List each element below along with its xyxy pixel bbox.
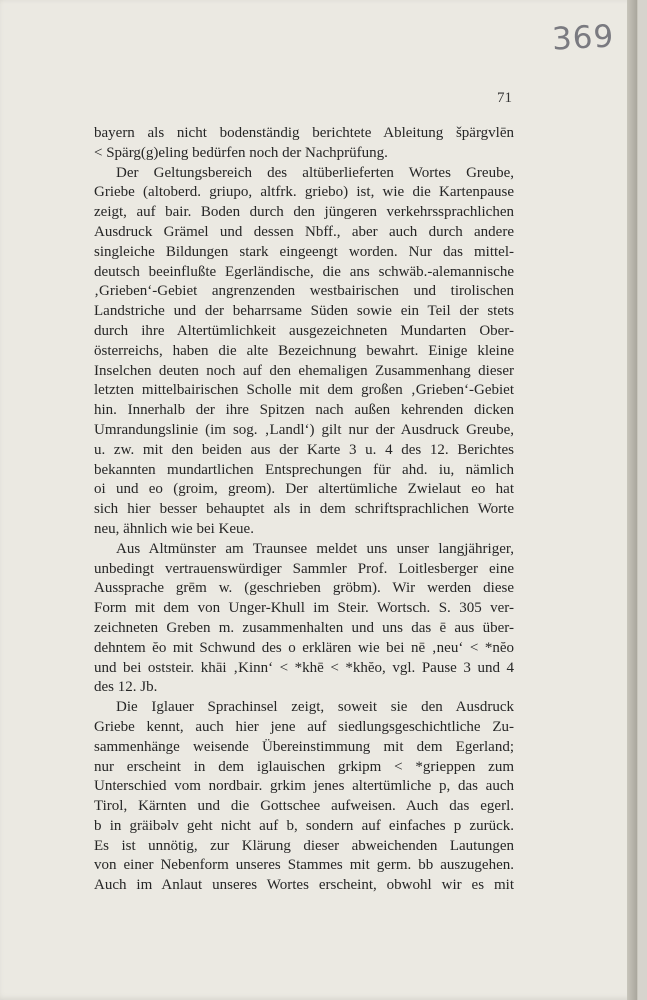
text-line: Aussprache grēm w. (geschrieben gröbm). Wir werden diese: [94, 580, 514, 597]
text-line: neu, ähnlich wie bei Keue.: [94, 520, 254, 537]
text-line: zeichneten Greben m. zusammenhalten und uns das ē aus über-: [94, 619, 514, 636]
text-line: deutsch beeinflußte Egerländische, die ans schwäb.-alemannische: [94, 263, 514, 280]
text-line: Der Geltungsbereich des altüberlieferten Wortes Greube,: [116, 164, 514, 181]
text-line: bayern als nicht bodenständig berichtete Ableitung špärgvlēn: [94, 125, 514, 141]
text-line: singleiche Bildungen stark eingeengt worden. Nur das mittel-: [94, 243, 514, 260]
text-line: Unterschied vom nordbair. grkim jenes altertümliche p, das auch: [94, 778, 514, 795]
handwritten-page-annotation: 369: [551, 18, 616, 58]
page-number: 71: [497, 90, 512, 106]
text-line: Auch im Anlaut unseres Wortes erscheint, obwohl wir es mit: [94, 877, 514, 894]
text-line: letzten mittelbairischen Scholle mit dem großen ‚Grieben‘-Gebiet: [94, 382, 514, 399]
text-line: oi und eo (groim, greom). Der altertümliche Zwielaut eo hat: [94, 481, 514, 498]
text-line: Inselchen deuten noch auf den ehemaligen Zusammenhang dieser: [94, 362, 514, 379]
text-line: bekannten mundartlichen Entsprechungen für ahd. iu, nämlich: [94, 461, 514, 478]
text-line: Form mit dem von Unger-Khull im Steir. Wortsch. S. 305 ver-: [94, 600, 514, 617]
text-line: Griebe kennt, auch hier jene auf siedlungsgeschichtliche Zu-: [94, 718, 514, 735]
text-line: nur erscheint in dem iglauischen grkipm < *grieppen zum: [94, 758, 514, 775]
text-line: Tirol, Kärnten und die Gottschee aufweisen. Auch das egerl.: [94, 798, 514, 815]
text-line: u. zw. mit den beiden aus der Karte 3 u. 4 des 12. Berichtes: [94, 441, 514, 458]
text-line: von einer Nebenform unseres Stammes mit germ. bb auszugehen.: [94, 857, 514, 874]
text-line: b in gräibəlv geht nicht auf b, sondern auf einfaches p zurück.: [94, 817, 514, 834]
page-edge: [627, 0, 637, 1000]
text-line: durch ihre Altertümlichkeit ausgezeichneten Mundarten Ober-: [94, 322, 514, 339]
text-line: Die Iglauer Sprachinsel zeigt, soweit sie den Ausdruck: [116, 699, 514, 716]
text-line: sich hier besser behauptet als in dem schriftsprachlichen Worte: [94, 501, 514, 518]
text-line: < Spärg(g)eling bedürfen noch der Nachprüfung.: [94, 144, 388, 161]
text-line: Es ist unnötig, zur Klärung dieser abweichenden Lautungen: [94, 837, 514, 854]
text-line: ‚Grieben‘-Gebiet angrenzenden westbairischen und tirolischen: [94, 283, 514, 300]
text-line: hin. Innerhalb der ihre Spitzen nach außen kehrenden dicken: [94, 402, 514, 419]
text-line: sammenhänge weisende Übereinstimmung mit dem Egerland;: [94, 738, 514, 755]
text-line: Umrandungslinie (im sog. ‚Landl‘) gilt nur der Ausdruck Greube,: [94, 421, 514, 438]
text-line: Griebe (altoberd. griupo, altfrk. griebo) ist, wie die Kartenpause: [94, 184, 514, 201]
text-line: Landstriche und der beharrsame Süden sowie ein Teil der stets: [94, 303, 514, 320]
text-line: zeigt, auf bair. Boden durch den jüngeren verkehrssprachlichen: [94, 204, 514, 221]
body-text: [94, 124, 514, 896]
text-line: Aus Altmünster am Traunsee meldet uns unser langjähriger,: [116, 540, 514, 557]
text-line: Ausdruck Grämel und dessen Nbff., aber auch durch andere: [94, 223, 514, 240]
text-line: dehntem ĕo mit Schwund des o erklären wie bei nē ‚neu‘ < *nĕo: [94, 639, 514, 656]
text-line: österreichs, haben die alte Bezeichnung bewahrt. Einige kleine: [94, 342, 514, 359]
text-line: und bei oststeir. khāi ‚Kinn‘ < *khē < *khĕo, vgl. Pause 3 und 4: [94, 659, 514, 676]
text-line: des 12. Jb.: [94, 679, 158, 696]
text-line: unbedingt vertrauenswürdiger Sammler Prof. Loitlesberger eine: [94, 560, 514, 577]
